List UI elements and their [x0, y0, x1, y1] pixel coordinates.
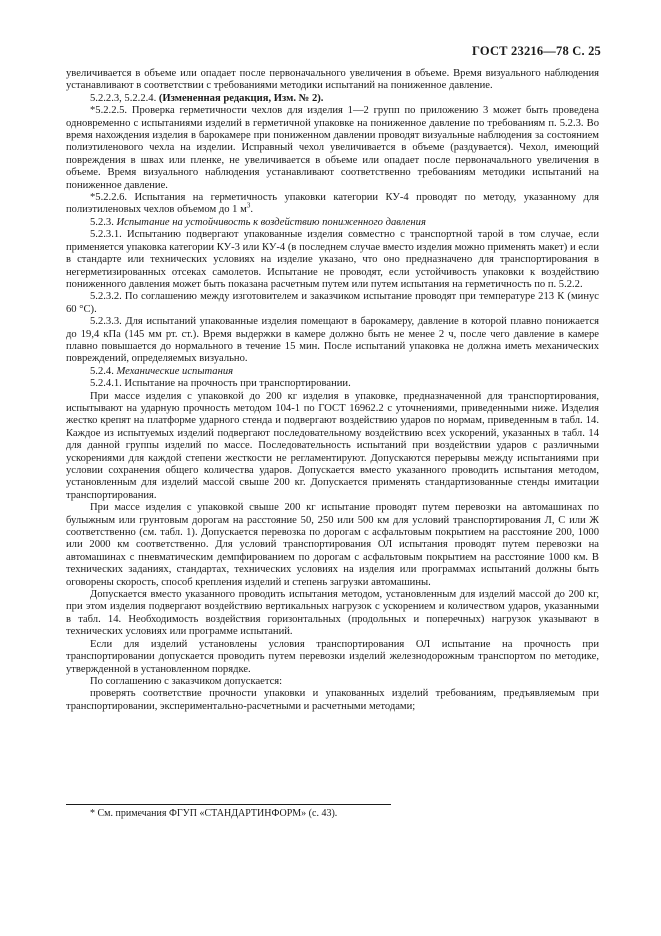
text-run: 5.2.4.1. Испытание на прочность при транспортировании.: [90, 378, 351, 390]
text-run: 5.2.3.3. Для испытаний упакованные изделия помещают в барокамеру, давление в которой плавно понижается до 19,4 кПа (145 мм рт. ст.). Время выдержки в камере должно быть не менее 2 ч, после чего давление в камере плавно повышается до нормального в течение 15 мин. После испытаний упаковка не должна иметь механических повреждений, определяемых визуально.: [66, 316, 599, 365]
footnote: * См. примечания ФГУП «СТАНДАРТИНФОРМ» (с. 43).: [90, 808, 338, 819]
paragraph: [66, 93, 599, 105]
paragraph: [66, 229, 599, 291]
paragraph: [66, 105, 599, 192]
paragraph: [66, 676, 599, 688]
text-run: 5.2.3.: [90, 216, 117, 228]
body-text: [66, 68, 599, 713]
paragraph: [66, 192, 599, 217]
text-run: 5.2.3.2. По соглашению между изготовителем и заказчиком испытание проводят при температуре 213 К (минус 60 °С).: [66, 291, 599, 315]
text-run: 5.2.4.: [90, 365, 117, 377]
paragraph: [66, 366, 599, 378]
paragraph: [66, 378, 599, 390]
footnote-divider: [66, 804, 391, 805]
text-run: .: [250, 204, 253, 216]
text-run: Допускается вместо указанного проводить испытания методом, установленным для изделий массой до 200 кг, при этом изделия подвергают воздействию вертикальных нагрузок с ускорением и количеством ударов, указанными в табл. 14. Необходимость воздействия горизонтальных (продольных и поперечных) нагрузок указывают в технических условиях или программе испытаний.: [66, 589, 599, 638]
paragraph: [66, 502, 599, 589]
text-run: 5.2.3.1. Испытанию подвергают упакованные изделия совместно с транспортной тарой в том случае, если применяется упаковка категории КУ-3 или КУ-4 (в последнем случае вместо изделия можно применять макет) и если в стандарте или технических условиях на изделие указано, что оно предназначено для транспортирования в негерметизированных отсеках самолетов. Испытание не проводят, если устойчивость упаковки к воздействию пониженного давления может быть показана расчетным путем или путем испытания на герметичность по п. 5.2.2.: [66, 229, 599, 290]
text-run: 5.2.2.3, 5.2.2.4.: [90, 92, 159, 104]
text-run: *5.2.2.5. Проверка герметичности чехлов для изделия 1—2 групп по приложению 3 может быть проведена одновременно с испытаниями изделий в герметичной упаковке на пониженное давление по требованиям п. 5.2.3. Во время нахождения изделия в барокамере при пониженном давлении проводят визуальные наблюдения за состоянием полиэтиленового чехла на изделии. Исправный чехол увеличивается в объеме (раздувается). Чехол, имеющий повреждения в швах или пленке, не увеличивается в объеме или опадает после первоначального увеличения в объеме. Время визуального наблюдения устанавливают соответственно требованиям методики испытаний на пониженное давление.: [66, 105, 599, 191]
text-run: проверять соответствие прочности упаковки и упакованных изделий требованиям, предъявляемым при транспортировании, экспериментально-расчетными и расчетными методами;: [66, 688, 599, 712]
text-run: По соглашению с заказчиком допускается:: [90, 675, 283, 687]
paragraph: [66, 291, 599, 316]
text-run: *5.2.2.6. Испытания на герметичность упаковки категории КУ-4 проводят по методу, указанному для полиэтиленовых чехлов объемом до 1 м: [66, 192, 599, 216]
paragraph: [66, 68, 599, 93]
paragraph: [66, 391, 599, 503]
text-run: Если для изделий установлены условия транспортирования ОЛ испытание на прочность при транспортировании допускается проводить путем перевозки изделий железнодорожным транспортом по методике, утвержденной в установленном порядке.: [66, 638, 599, 675]
paragraph: [66, 217, 599, 229]
text-run: Испытание на устойчивость к воздействию пониженного давления: [116, 216, 426, 228]
paragraph: [66, 688, 599, 713]
paragraph: [66, 316, 599, 366]
text-run: Механические испытания: [116, 365, 234, 377]
page-header: ГОСТ 23216—78 С. 25: [472, 44, 601, 58]
text-run: При массе изделия с упаковкой до 200 кг изделия в упаковке, предназначенной для транспортирования, испытывают на ударную прочность методом 104-1 по ГОСТ 16962.2 с уточнениями, приведенными ниже. Изделия жестко крепят на платформе ударного стенда и подвергают воздействию ударов по нормам, приведенным в табл. 14. Каждое из испытуемых изделий подвергают последовательному воздействию всех ускорений, указанных в табл. 14 для данной группы изделий по массе. Последовательность испытаний при воздействии ударов с различными ускорениями для каждой степени жесткости не регламентируют. Допускаются перерывы между испытаниями при условии сохранения общего количества ударов. Допускается вместо указанного проводить испытания методом, установленным для изделий массой свыше 200 кг. Допускается применять стандартизованные стенды имитации транспортирования.: [66, 390, 599, 501]
paragraph: [66, 639, 599, 676]
paragraph: [66, 589, 599, 639]
text-run: (Измененная редакция, Изм. № 2).: [158, 92, 324, 104]
text-run: увеличивается в объеме или опадает после первоначального увеличения в объеме. Время визуального наблюдения устанавливают в соответствии с требованиями методики испытаний на пониженное давление.: [66, 68, 599, 92]
text-run: При массе изделия с упаковкой свыше 200 кг испытание проводят путем перевозки на автомашинах по булыжным или грунтовым дорогам на расстояние 50, 250 или 500 км для условий транспортирования Л, С или Ж соответственно (см. табл. 1). Допускается перевозка по дорогам с асфальтовым покрытием на расстояние 200, 1000 или 2000 км соответственно. Для условий транспортирования ОЛ испытания проводят путем перевозки на автомашинах с пневматическим демпфированием по дорогам с асфальтовым покрытием на расстояние 1000 км. В технических заданиях, стандартах, технических условиях на изделия или программах испытаний должны быть оговорены скорость, способ крепления изделий и степень загрузки автомашины.: [66, 502, 599, 588]
superscript: 3: [246, 201, 251, 210]
